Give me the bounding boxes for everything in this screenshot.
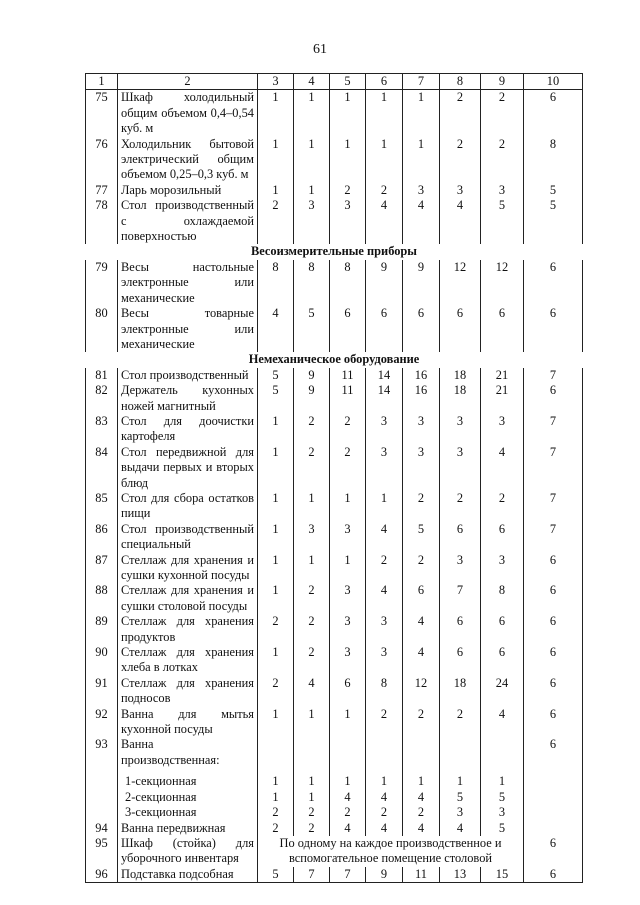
service-life-cell: 6 (524, 260, 583, 306)
quantity-cell: 3 (403, 183, 440, 198)
quantity-cell: 1 (294, 183, 330, 198)
sub-quantity: 2 (272, 805, 279, 820)
column-header-6: 6 (366, 74, 403, 90)
quantity-cell: 1 (294, 553, 330, 584)
sub-item-name: 1-секционная (125, 774, 197, 789)
quantity-cell: 6 (403, 306, 440, 352)
quantity-cell: 3 (330, 583, 366, 614)
item-name: Стеллаж для хранения продуктов (118, 614, 258, 645)
sub-quantity: 1 (272, 774, 279, 789)
quantity-cell: 21 (481, 383, 524, 414)
table-row (86, 414, 583, 445)
column-header-9: 9 (481, 74, 524, 90)
service-life-cell: 5 (524, 198, 583, 244)
quantity-cell: 6 (440, 614, 481, 645)
quantity-cell: 2 (294, 445, 330, 491)
quantity-cell: 6 (330, 306, 366, 352)
sub-item-name: 2-секционная (125, 789, 197, 804)
quantity-cell: 3 (366, 445, 403, 491)
quantity-cell (403, 737, 440, 820)
sub-quantity: 1 (308, 789, 315, 804)
quantity-cell: 2 (403, 553, 440, 584)
item-name: Шкаф (стойка) для уборочного инвентаря (118, 836, 258, 867)
sub-quantity: 2 (344, 805, 351, 820)
quantity-cell: 8 (258, 260, 294, 306)
row-number: 93 (86, 737, 118, 820)
service-life-cell: 6 (524, 614, 583, 645)
quantity-cell: 11 (330, 383, 366, 414)
table-row (86, 260, 583, 306)
row-number: 75 (86, 90, 118, 137)
quantity-cell: 1 (258, 645, 294, 676)
quantity-cell: 1 (294, 90, 330, 137)
quantity-cell: 9 (366, 260, 403, 306)
row-number: 77 (86, 183, 118, 198)
quantity-cell: 18 (440, 383, 481, 414)
service-life-cell: 7 (524, 522, 583, 553)
section-heading-row (86, 352, 583, 367)
column-header-4: 4 (294, 74, 330, 90)
quantity-cell: 2 (294, 414, 330, 445)
column-header-1: 1 (86, 74, 118, 90)
row-number: 81 (86, 368, 118, 383)
item-name: Стол для доочистки картофеля (118, 414, 258, 445)
quantity-cell: 2 (258, 614, 294, 645)
item-name: Ванна для мытья кухонной посуды (118, 707, 258, 738)
quantity-cell: 21 (481, 368, 524, 383)
quantity-cell: 1 (258, 583, 294, 614)
quantity-cell: 3 (481, 183, 524, 198)
quantity-cell: 8 (294, 260, 330, 306)
quantity-cell: 2 (294, 583, 330, 614)
sub-quantity: 1 (417, 774, 425, 789)
quantity-cell: 14 (366, 383, 403, 414)
quantity-cell: 1 (258, 445, 294, 491)
section-heading: Немеханическое оборудование (248, 352, 420, 367)
quantity-cell: 4 (366, 583, 403, 614)
service-life-cell: 6 (524, 306, 583, 352)
quantity-cell: 1 (366, 137, 403, 183)
quantity-cell: 16 (403, 383, 440, 414)
service-life-cell: 6 (524, 707, 583, 738)
quantity-cell: 2 (481, 90, 524, 137)
section-heading-row (86, 244, 583, 259)
service-life-cell: 6 (524, 836, 583, 867)
quantity-cell: 1 (294, 491, 330, 522)
quantity-cell: 6 (481, 522, 524, 553)
table-row (86, 137, 583, 183)
quantity-cell: 1 (366, 491, 403, 522)
table-row (86, 867, 583, 883)
row-number: 94 (86, 821, 118, 836)
item-name: Весы товарные электронные или механические (118, 306, 258, 352)
service-life-cell: 7 (524, 491, 583, 522)
quantity-cell: 11 (330, 368, 366, 383)
service-life-cell (524, 821, 583, 836)
quantity-cell: 4 (294, 676, 330, 707)
section-heading: Весоизмерительные приборы (251, 244, 417, 259)
quantity-cell: 1 (294, 137, 330, 183)
quantity-cell: 2 (440, 707, 481, 738)
page-number: 61 (313, 42, 327, 57)
item-name: Шкаф холодильный общим объемом 0,4–0,54 куб. м (118, 90, 258, 137)
table-row (86, 491, 583, 522)
item-name: Стеллаж для хранения хлеба в лотках (118, 645, 258, 676)
quantity-cell: 2 (403, 491, 440, 522)
quantity-cell: 1 (403, 137, 440, 183)
quantity-cell: 15 (481, 867, 524, 883)
service-life-cell: 6 (524, 737, 583, 820)
table-row (86, 583, 583, 614)
row-number: 88 (86, 583, 118, 614)
quantity-cell: 1 (330, 491, 366, 522)
quantity-cell: 2 (403, 707, 440, 738)
item-name: Стол производственный специальный (118, 522, 258, 553)
sub-quantity: 1 (272, 789, 279, 804)
item-name (118, 737, 258, 820)
quantity-cell: 2 (440, 491, 481, 522)
quantity-cell (366, 737, 403, 820)
quantity-cell: 3 (294, 522, 330, 553)
table-row (86, 90, 583, 137)
quantity-cell: 1 (330, 707, 366, 738)
equipment-table (85, 73, 583, 883)
quantity-cell: 12 (481, 260, 524, 306)
quantity-cell: 7 (330, 867, 366, 883)
table-row (86, 707, 583, 738)
quantity-cell: 8 (330, 260, 366, 306)
quantity-cell (294, 737, 330, 820)
allocation-note: По одному на каждое производственное и вспомогательное помещение столовой (258, 836, 524, 867)
quantity-cell: 18 (440, 676, 481, 707)
quantity-cell: 5 (294, 306, 330, 352)
sub-quantity: 4 (344, 789, 351, 804)
table-row (86, 306, 583, 352)
quantity-cell: 6 (440, 645, 481, 676)
item-name: Весы настольные электронные или механические (118, 260, 258, 306)
table-row (86, 522, 583, 553)
column-header-2: 2 (118, 74, 258, 90)
quantity-cell: 2 (330, 445, 366, 491)
quantity-cell: 3 (440, 183, 481, 198)
table-row (86, 445, 583, 491)
quantity-cell: 3 (481, 553, 524, 584)
quantity-cell: 2 (330, 183, 366, 198)
quantity-cell: 12 (403, 676, 440, 707)
quantity-cell: 8 (366, 676, 403, 707)
table-row (86, 676, 583, 707)
sub-quantity: 5 (498, 789, 506, 804)
quantity-cell: 9 (403, 260, 440, 306)
quantity-cell: 1 (258, 183, 294, 198)
quantity-cell: 1 (330, 553, 366, 584)
quantity-cell: 9 (294, 383, 330, 414)
quantity-cell: 9 (294, 368, 330, 383)
quantity-cell: 3 (330, 645, 366, 676)
quantity-cell: 3 (294, 198, 330, 244)
quantity-cell: 1 (258, 522, 294, 553)
quantity-cell: 1 (330, 137, 366, 183)
quantity-cell: 4 (403, 198, 440, 244)
row-number: 95 (86, 836, 118, 867)
table-row (86, 836, 583, 867)
sub-item-name: 3-секционная (125, 805, 197, 820)
service-life-cell: 6 (524, 553, 583, 584)
service-life-cell: 5 (524, 183, 583, 198)
table-row (86, 198, 583, 244)
sub-quantity: 1 (308, 774, 315, 789)
quantity-cell: 1 (258, 137, 294, 183)
quantity-cell: 4 (330, 821, 366, 836)
table-row (86, 368, 583, 383)
quantity-cell: 18 (440, 368, 481, 383)
quantity-cell: 6 (330, 676, 366, 707)
quantity-cell: 6 (481, 306, 524, 352)
service-life-cell: 6 (524, 90, 583, 137)
quantity-cell: 5 (258, 368, 294, 383)
row-number: 91 (86, 676, 118, 707)
item-name: Ванна передвижная (118, 821, 258, 836)
quantity-cell: 2 (481, 491, 524, 522)
quantity-cell: 11 (403, 867, 440, 883)
quantity-cell: 2 (330, 414, 366, 445)
table-row (86, 821, 583, 836)
item-name: Подставка подсобная (118, 867, 258, 883)
quantity-cell: 1 (294, 707, 330, 738)
quantity-cell: 2 (440, 137, 481, 183)
quantity-cell: 4 (403, 614, 440, 645)
sub-quantity: 2 (380, 805, 388, 820)
quantity-cell: 4 (366, 198, 403, 244)
quantity-cell: 1 (258, 707, 294, 738)
item-name: Холодильник бытовой электрический общим объемом 0,25–0,3 куб. м (118, 137, 258, 183)
quantity-cell: 7 (440, 583, 481, 614)
row-number: 76 (86, 137, 118, 183)
quantity-cell: 1 (258, 414, 294, 445)
quantity-cell: 6 (440, 522, 481, 553)
quantity-cell: 3 (366, 614, 403, 645)
item-name: Стол производственный с охлаждаемой поверхностью (118, 198, 258, 244)
quantity-cell: 5 (481, 198, 524, 244)
quantity-cell: 13 (440, 867, 481, 883)
row-number: 89 (86, 614, 118, 645)
service-life-cell: 8 (524, 137, 583, 183)
quantity-cell: 6 (403, 583, 440, 614)
quantity-cell: 4 (403, 645, 440, 676)
quantity-cell: 1 (258, 553, 294, 584)
quantity-cell (330, 737, 366, 820)
row-number: 82 (86, 383, 118, 414)
quantity-cell: 2 (366, 707, 403, 738)
quantity-cell: 2 (258, 821, 294, 836)
sub-quantity: 3 (498, 805, 506, 820)
quantity-cell: 4 (366, 821, 403, 836)
item-name-text: Ванна производственная: (121, 737, 220, 767)
sub-quantity: 1 (498, 774, 506, 789)
sub-quantity: 4 (417, 789, 425, 804)
sub-quantity: 1 (456, 774, 464, 789)
service-life-cell: 6 (524, 867, 583, 883)
quantity-cell: 2 (366, 553, 403, 584)
service-life-cell: 6 (524, 645, 583, 676)
row-number: 87 (86, 553, 118, 584)
quantity-cell: 14 (366, 368, 403, 383)
quantity-cell: 1 (258, 491, 294, 522)
service-life-cell: 7 (524, 445, 583, 491)
quantity-cell: 4 (440, 821, 481, 836)
row-number: 84 (86, 445, 118, 491)
table-row (86, 645, 583, 676)
row-number: 78 (86, 198, 118, 244)
sub-quantity: 4 (380, 789, 388, 804)
row-number: 79 (86, 260, 118, 306)
quantity-cell: 8 (481, 583, 524, 614)
item-name: Ларь морозильный (118, 183, 258, 198)
quantity-cell: 3 (481, 414, 524, 445)
quantity-cell: 3 (366, 414, 403, 445)
quantity-cell: 2 (258, 198, 294, 244)
quantity-cell: 6 (481, 614, 524, 645)
quantity-cell: 5 (258, 383, 294, 414)
quantity-cell: 7 (294, 867, 330, 883)
sub-quantity: 2 (308, 805, 315, 820)
row-number: 86 (86, 522, 118, 553)
quantity-cell: 5 (258, 867, 294, 883)
service-life-cell: 7 (524, 368, 583, 383)
header-row (86, 74, 583, 90)
quantity-cell: 1 (258, 90, 294, 137)
item-name: Стеллаж для хранения подносов (118, 676, 258, 707)
quantity-cell: 2 (294, 645, 330, 676)
quantity-cell: 4 (403, 821, 440, 836)
item-name: Стол для сбора остатков пищи (118, 491, 258, 522)
column-header-10: 10 (524, 74, 583, 90)
service-life-cell: 6 (524, 383, 583, 414)
quantity-cell: 6 (481, 645, 524, 676)
quantity-cell: 5 (403, 522, 440, 553)
quantity-cell: 4 (258, 306, 294, 352)
row-number: 96 (86, 867, 118, 883)
sub-quantity: 1 (380, 774, 388, 789)
sub-quantity: 3 (456, 805, 464, 820)
quantity-cell: 1 (330, 90, 366, 137)
quantity-cell: 2 (258, 676, 294, 707)
row-number: 83 (86, 414, 118, 445)
item-name: Стеллаж для хранения и сушки кухонной посуды (118, 553, 258, 584)
table-row (86, 383, 583, 414)
table-row (86, 614, 583, 645)
quantity-cell: 3 (440, 553, 481, 584)
column-header-7: 7 (403, 74, 440, 90)
quantity-cell: 3 (403, 445, 440, 491)
quantity-cell: 6 (366, 306, 403, 352)
quantity-cell: 2 (294, 821, 330, 836)
table-row (86, 183, 583, 198)
quantity-cell (481, 737, 524, 820)
quantity-cell: 3 (403, 414, 440, 445)
sub-quantity: 5 (456, 789, 464, 804)
quantity-cell: 4 (481, 707, 524, 738)
item-name: Стол производственный (118, 368, 258, 383)
quantity-cell: 2 (481, 137, 524, 183)
column-header-3: 3 (258, 74, 294, 90)
quantity-cell: 4 (366, 522, 403, 553)
sub-quantity: 1 (344, 774, 351, 789)
item-name: Стол передвижной для выдачи первых и вторых блюд (118, 445, 258, 491)
quantity-cell: 6 (440, 306, 481, 352)
quantity-cell (440, 737, 481, 820)
row-number: 85 (86, 491, 118, 522)
service-life-cell: 6 (524, 676, 583, 707)
table-row (86, 553, 583, 584)
quantity-cell: 3 (330, 522, 366, 553)
sub-quantity: 2 (417, 805, 425, 820)
quantity-cell: 4 (481, 445, 524, 491)
quantity-cell: 3 (366, 645, 403, 676)
row-number: 92 (86, 707, 118, 738)
quantity-cell: 16 (403, 368, 440, 383)
quantity-cell: 3 (330, 614, 366, 645)
row-number: 90 (86, 645, 118, 676)
item-name: Стеллаж для хранения и сушки столовой посуды (118, 583, 258, 614)
service-life-cell: 7 (524, 414, 583, 445)
quantity-cell: 24 (481, 676, 524, 707)
quantity-cell: 3 (440, 445, 481, 491)
quantity-cell: 12 (440, 260, 481, 306)
column-header-8: 8 (440, 74, 481, 90)
quantity-cell: 4 (440, 198, 481, 244)
quantity-cell: 5 (481, 821, 524, 836)
item-name: Держатель кухонных ножей магнитный (118, 383, 258, 414)
quantity-cell: 2 (294, 614, 330, 645)
quantity-cell: 1 (366, 90, 403, 137)
quantity-cell: 3 (330, 198, 366, 244)
column-header-5: 5 (330, 74, 366, 90)
quantity-cell: 2 (440, 90, 481, 137)
table-row (86, 737, 583, 820)
service-life-cell: 6 (524, 583, 583, 614)
quantity-cell: 3 (440, 414, 481, 445)
quantity-cell (258, 737, 294, 820)
row-number: 80 (86, 306, 118, 352)
quantity-cell: 9 (366, 867, 403, 883)
quantity-cell: 2 (366, 183, 403, 198)
quantity-cell: 1 (403, 90, 440, 137)
